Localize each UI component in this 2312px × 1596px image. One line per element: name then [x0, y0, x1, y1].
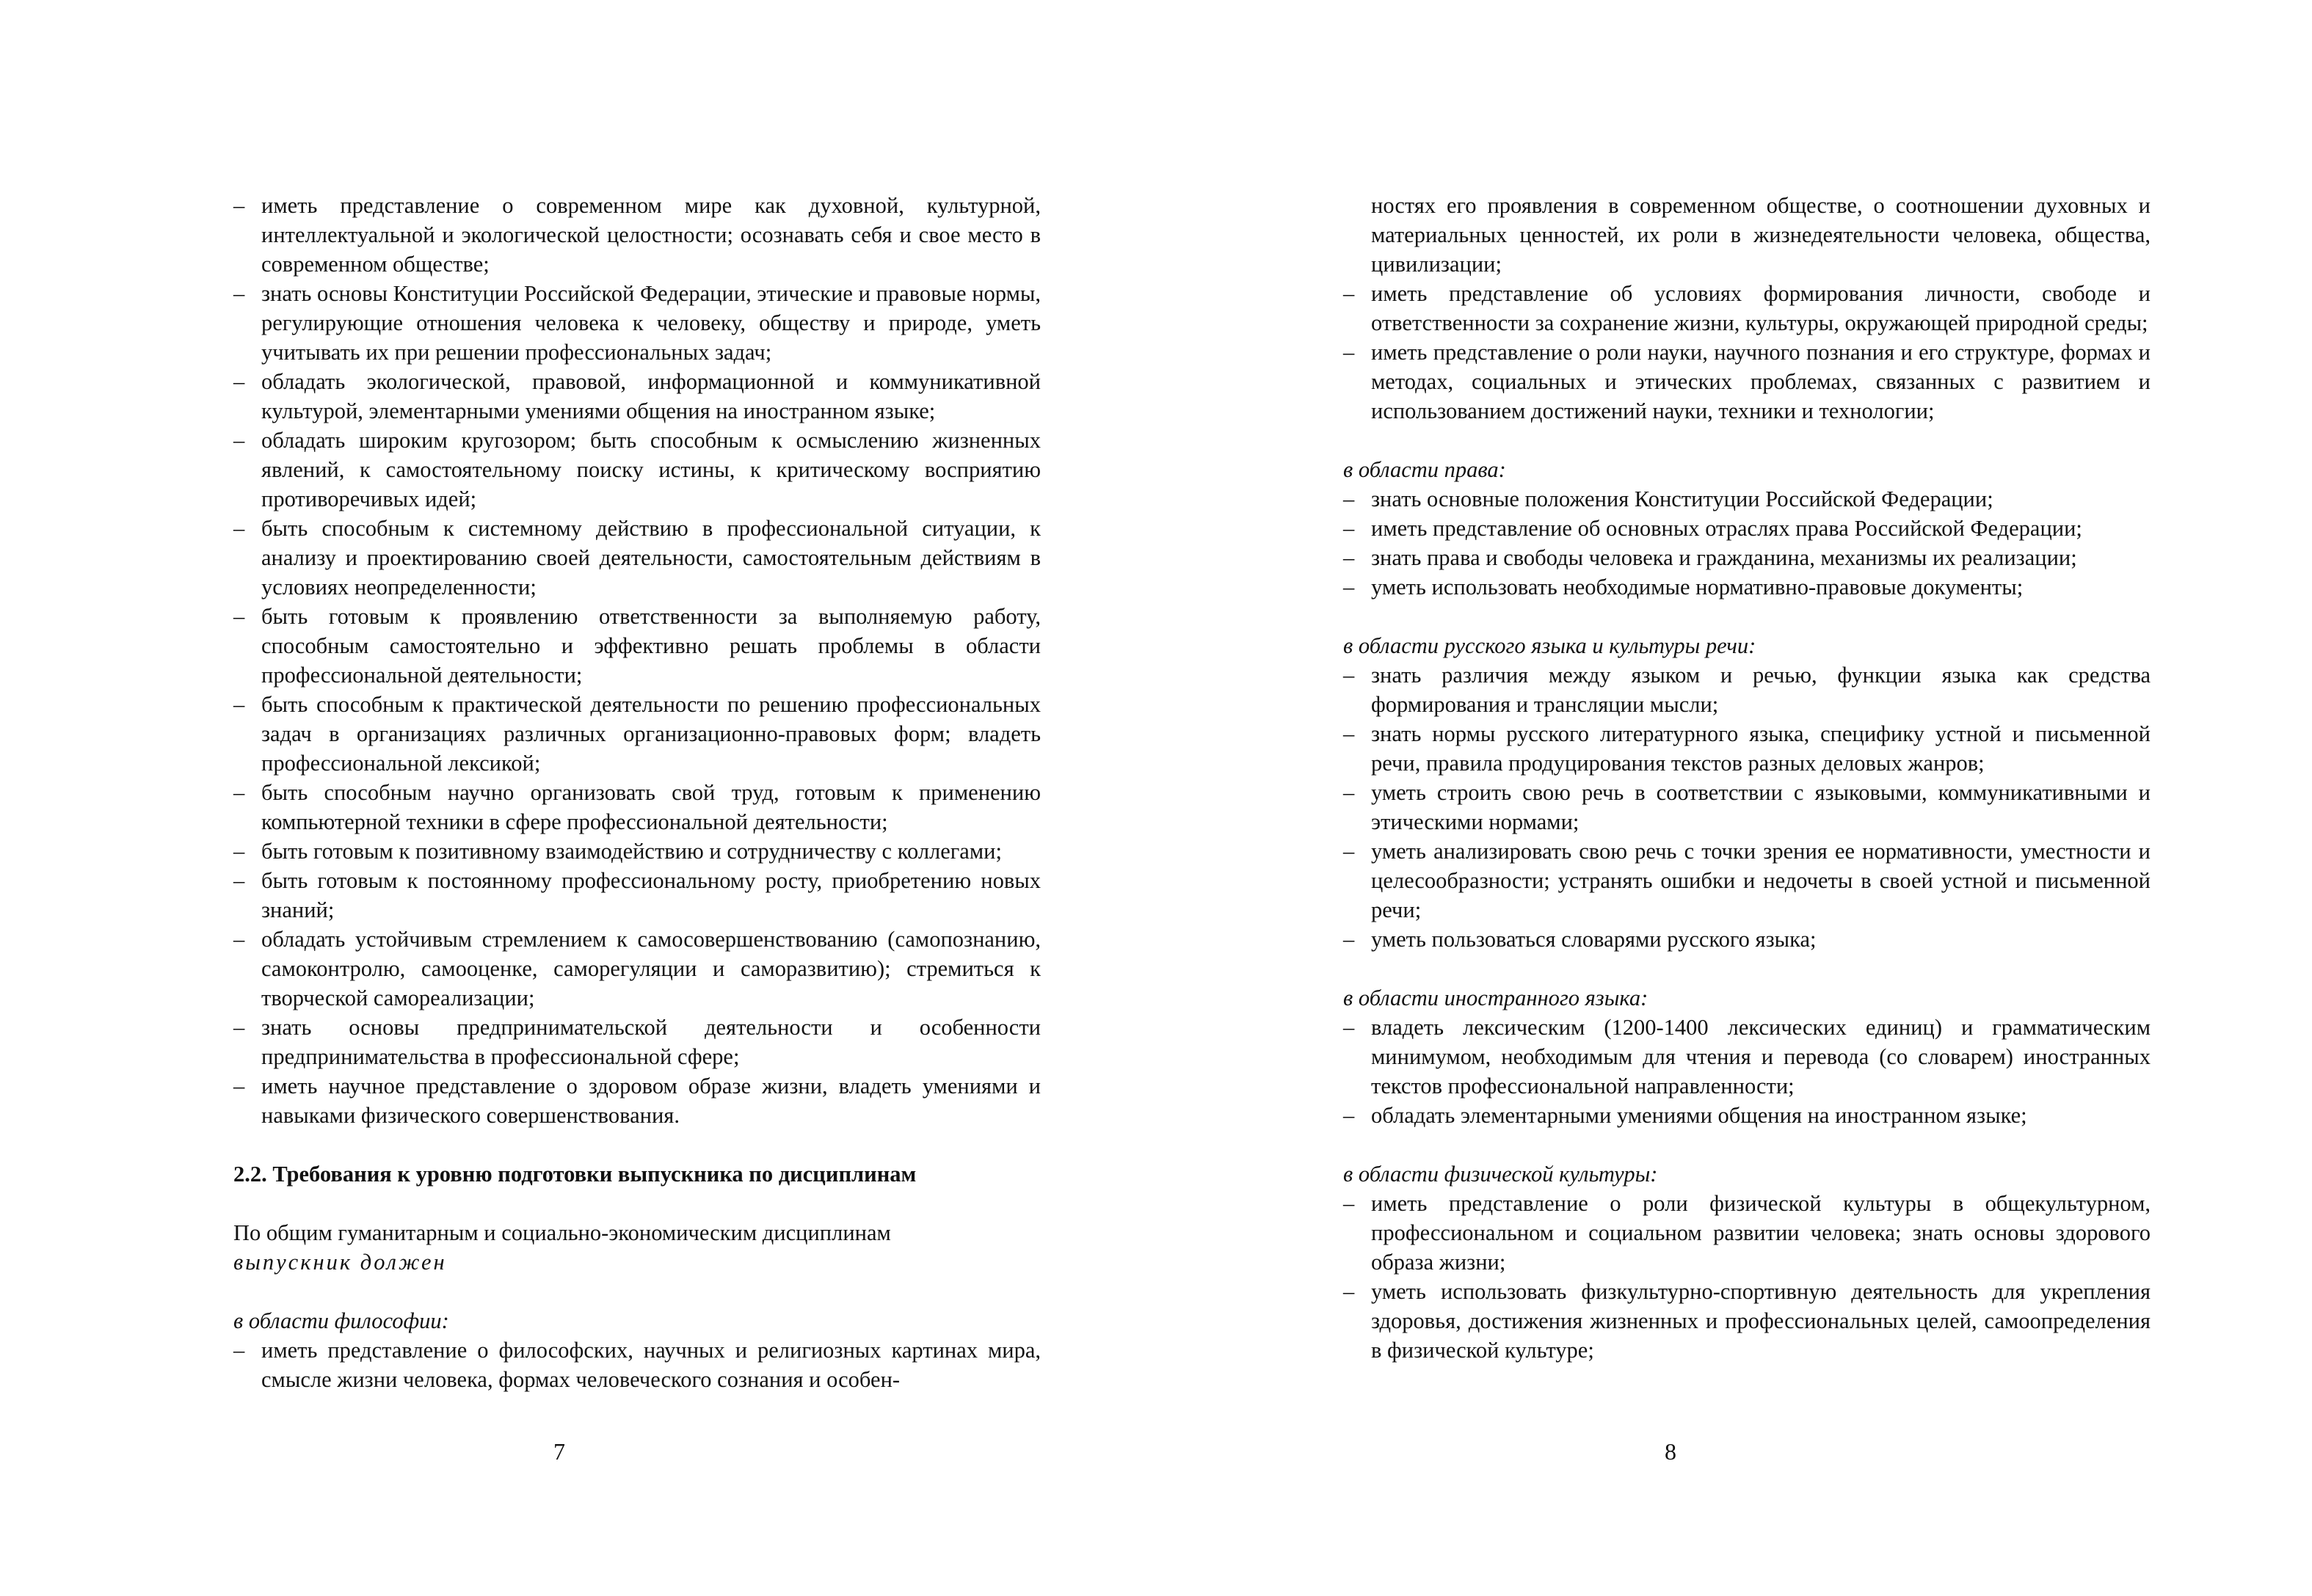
list-item: – иметь представление об основных отраслях права Российской Федерации; [1343, 514, 2151, 543]
intro-must: выпускник должен [233, 1250, 447, 1275]
list-item: – знать нормы русского литературного языка, специфику устной и письменной речи, правила продуцирования текстов разных деловых жанров; [1343, 719, 2151, 778]
list-item: – иметь представление о современном мире как духовной, культурной, интеллектуальной и экологической целостности; осознавать себя и свое место в современном обществе; [233, 191, 1041, 279]
list-item: – обладать экологической, правовой, информационной и коммуникативной культурой, элементарными умениями общения на иностранном языке; [233, 367, 1041, 426]
right-page [1343, 191, 2151, 1365]
continuation-text: ностях его проявления в современном обществе, о соотношении духовных и материальных ценностей, их роли в жизнедеятельности человека, общества, цивилизации; [1371, 193, 2151, 277]
intro-paragraph [233, 1218, 1041, 1277]
section-heading: 2.2. Требования к уровню подготовки выпускника по дисциплинам [233, 1162, 917, 1187]
list-item: – уметь использовать физкультурно-спортивную деятельность для укрепления здоровья, достижения жизненных и профессиональных целей, самоопределения в физической культуре; [1343, 1277, 2151, 1365]
list-item: – иметь представление о роли физической культуры в общекультурном, профессиональном и социальном развитии человека; знать основы здорового образа жизни; [1343, 1189, 2151, 1277]
intro-line: По общим гуманитарным и социально-экономическим дисциплинам [233, 1220, 891, 1245]
page-number-right: 8 [1665, 1438, 1676, 1465]
left-page [233, 191, 1041, 1394]
list-item: – иметь представление об условиях формирования личности, свободе и ответственности за сохранение жизни, культуры, окружающей природной среды; [1343, 279, 2151, 338]
list-item: – владеть лексическим (1200-1400 лексических единиц) и грамматическим минимумом, необходимым для чтения и перевода (со словарем) иностранных текстов профессиональной направленности; [1343, 1013, 2151, 1101]
list-item: – иметь представление о роли науки, научного познания и его структуре, формах и методах, социальных и этических проблемах, связанных с развитием и использованием достижений науки, техники и технологии; [1343, 338, 2151, 426]
list-item: – обладать устойчивым стремлением к самосовершенствованию (самопознанию, самоконтролю, самооценке, саморегуляции и саморазвитию); стремиться к творческой самореализации; [233, 925, 1041, 1013]
list-item: – уметь строить свою речь в соответствии с языковыми, коммуникативными и этическими нормами; [1343, 778, 2151, 837]
list-item: – быть способным научно организовать свой труд, готовым к применению компьютерной техники в сфере профессиональной деятельности; [233, 778, 1041, 837]
list-item: – быть способным к практической деятельности по решению профессиональных задач в организациях различных организационно-правовых форм; владеть профессиональной лексикой; [233, 690, 1041, 778]
page-number-left: 7 [553, 1438, 565, 1465]
list-item: – быть способным к системному действию в профессиональной ситуации, к анализу и проектированию своей деятельности, самостоятельным действиям в условиях неопределенности; [233, 514, 1041, 602]
list-item: – быть готовым к проявлению ответственности за выполняемую работу, способным самостоятельно и эффективно решать проблемы в области профессиональной деятельности; [233, 602, 1041, 690]
list-item: – уметь анализировать свою речь с точки зрения ее нормативности, уместности и целесообразности; устранять ошибки и недочеты в своей устной и письменной речи; [1343, 837, 2151, 925]
area-title-philosophy: в области философии: [233, 1308, 449, 1333]
list-item: – уметь использовать необходимые нормативно-правовые документы; [1343, 572, 2151, 602]
list-item: – знать основные положения Конституции Российской Федерации; [1343, 484, 2151, 514]
list-item: – знать основы предпринимательской деятельности и особенности предпринимательства в профессиональной сфере; [233, 1013, 1041, 1071]
list-item: – знать различия между языком и речью, функции языка как средства формирования и трансляции мысли; [1343, 660, 2151, 719]
area-title-russian: в области русского языка и культуры речи: [1343, 633, 1756, 658]
list-item: – быть готовым к постоянному профессиональному росту, приобретению новых знаний; [233, 866, 1041, 925]
area-title-law: в области права: [1343, 457, 1506, 482]
list-item: – обладать элементарными умениями общения на иностранном языке; [1343, 1101, 2151, 1130]
list-item: – знать права и свободы человека и гражданина, механизмы их реализации; [1343, 543, 2151, 572]
list-item: – уметь пользоваться словарями русского языка; [1343, 925, 2151, 954]
area-title-physical: в области физической культуры: [1343, 1162, 1658, 1187]
list-item: – иметь представление о философских, научных и религиозных картинах мира, смысле жизни человека, формах человеческого сознания и особен- [233, 1336, 1041, 1394]
list-item: – иметь научное представление о здоровом образе жизни, владеть умениями и навыками физического совершенствования. [233, 1071, 1041, 1130]
list-item: – обладать широким кругозором; быть способным к осмыслению жизненных явлений, к самостоятельному поиску истины, к критическому восприятию противоречивых идей; [233, 426, 1041, 514]
list-item: – быть готовым к позитивному взаимодействию и сотрудничеству с коллегами; [233, 837, 1041, 866]
area-title-foreign: в области иностранного языка: [1343, 985, 1648, 1010]
list-item: – знать основы Конституции Российской Федерации, этические и правовые нормы, регулирующие отношения человека к человеку, обществу и природе, уметь учитывать их при решении профессиональных задач; [233, 279, 1041, 367]
left-competency-list [233, 191, 1041, 1130]
